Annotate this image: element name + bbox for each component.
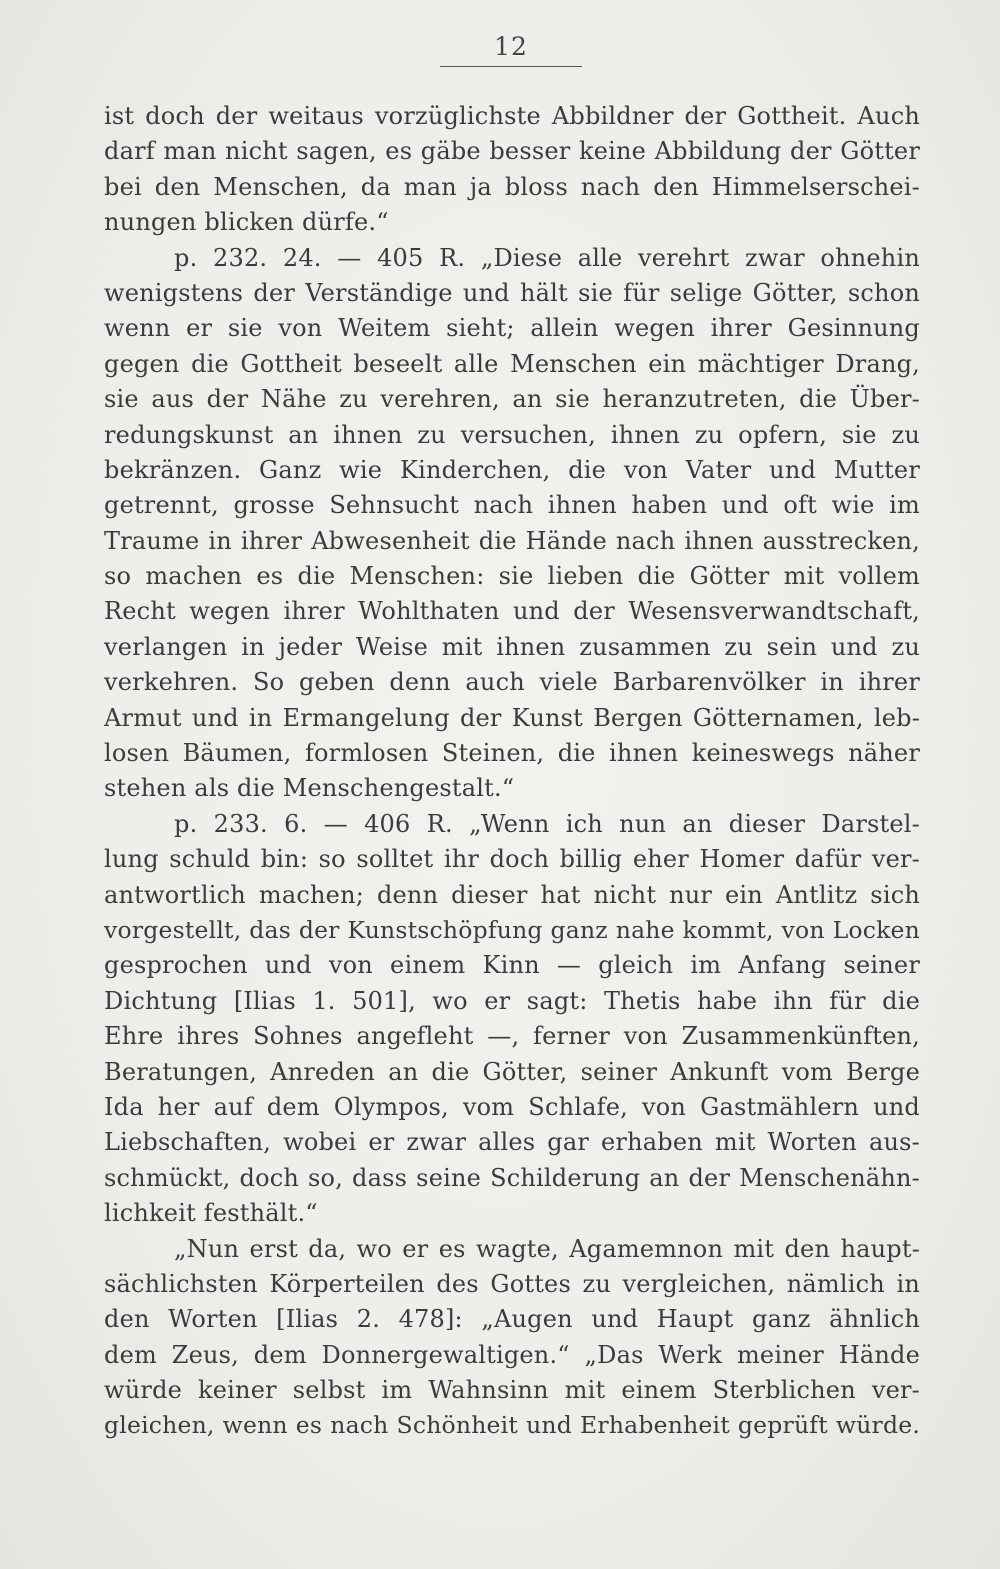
text-line: vorgestellt, das der Kunstschöpfung ganz nahe kommt, von Locken: [104, 915, 920, 944]
text-line: sächlichsten Körperteilen des Gottes zu vergleichen, nämlich in: [104, 1269, 920, 1298]
text-line: losen Bäumen, formlosen Steinen, die ihnen keineswegs näher: [104, 739, 920, 768]
text-line: redungskunst an ihnen zu versuchen, ihnen zu opfern, sie zu: [104, 420, 920, 449]
text-line: gesprochen und von einem Kinn — gleich im Anfang seiner: [104, 951, 920, 980]
text-line: bei den Menschen, da man ja bloss nach den Himmelserschei-: [104, 172, 920, 201]
text-line: Traume in ihrer Abwesenheit die Hände nach ihnen ausstrecken,: [104, 526, 920, 555]
text-line: p. 232. 24. — 405 R. „Diese alle verehrt zwar ohnehin: [174, 243, 920, 272]
body-text: [104, 99, 920, 1444]
text-line: sie aus der Nähe zu verehren, an sie heranzutreten, die Über-: [104, 385, 920, 414]
text-line: Armut und in Ermangelung der Kunst Bergen Götternamen, leb-: [104, 703, 920, 732]
text-line: verkehren. So geben denn auch viele Barbarenvölker in ihrer: [104, 668, 920, 697]
text-line: Liebschaften, wobei er zwar alles gar erhaben mit Worten aus-: [104, 1128, 920, 1157]
text-line: den Worten [Ilias 2. 478]: „Augen und Haupt ganz ähnlich: [104, 1305, 920, 1334]
text-line: lichkeit festhält.“: [104, 1199, 318, 1228]
text-line: gleichen, wenn es nach Schönheit und Erhabenheit geprüft würde.: [104, 1411, 920, 1440]
text-line: darf man nicht sagen, es gäbe besser keine Abbildung der Götter: [104, 137, 920, 166]
text-line: würde keiner selbst im Wahnsinn mit einem Sterblichen ver-: [104, 1376, 920, 1405]
text-line: „Nun erst da, wo er es wagte, Agamemnon mit den haupt-: [174, 1234, 920, 1263]
text-line: Beratungen, Anreden an die Götter, seiner Ankunft vom Berge: [104, 1057, 920, 1086]
text-line: so machen es die Menschen: sie lieben die Götter mit vollem: [104, 562, 920, 591]
text-line: p. 233. 6. — 406 R. „Wenn ich nun an dieser Darstel-: [174, 809, 920, 838]
text-line: stehen als die Menschengestalt.“: [104, 774, 515, 803]
text-line: verlangen in jeder Weise mit ihnen zusammen zu sein und zu: [104, 632, 920, 661]
text-line: Ida her auf dem Olympos, vom Schlafe, von Gastmählern und: [104, 1092, 920, 1121]
header-rule: [440, 66, 582, 67]
text-line: gegen die Gottheit beseelt alle Menschen ein mächtiger Drang,: [104, 349, 920, 378]
text-line: antwortlich machen; denn dieser hat nicht nur ein Antlitz sich: [104, 880, 920, 909]
text-line: nungen blicken dürfe.“: [104, 208, 389, 237]
text-line: Recht wegen ihrer Wohlthaten und der Wesensverwandtschaft,: [104, 597, 920, 626]
text-line: dem Zeus, dem Donnergewaltigen.“ „Das Werk meiner Hände: [104, 1340, 920, 1369]
text-line: wenn er sie von Weitem sieht; allein wegen ihrer Gesinnung: [104, 314, 920, 343]
text-line: Dichtung [Ilias 1. 501], wo er sagt: Thetis habe ihn für die: [104, 986, 920, 1015]
text-line: getrennt, grosse Sehnsucht nach ihnen haben und oft wie im: [104, 491, 920, 520]
text-line: Ehre ihres Sohnes angefleht —, ferner von Zusammenkünften,: [104, 1022, 920, 1051]
text-line: schmückt, doch so, dass seine Schilderung an der Menschenähn-: [104, 1163, 920, 1192]
text-line: wenigstens der Verständige und hält sie für selige Götter, schon: [104, 278, 920, 307]
page-number: 12: [494, 32, 528, 61]
text-line: ist doch der weitaus vorzüglichste Abbildner der Gottheit. Auch: [104, 102, 920, 130]
text-line: lung schuld bin: so solltet ihr doch billig eher Homer dafür ver-: [104, 845, 920, 874]
text-line: bekränzen. Ganz wie Kinderchen, die von Vater und Mutter: [104, 455, 920, 484]
